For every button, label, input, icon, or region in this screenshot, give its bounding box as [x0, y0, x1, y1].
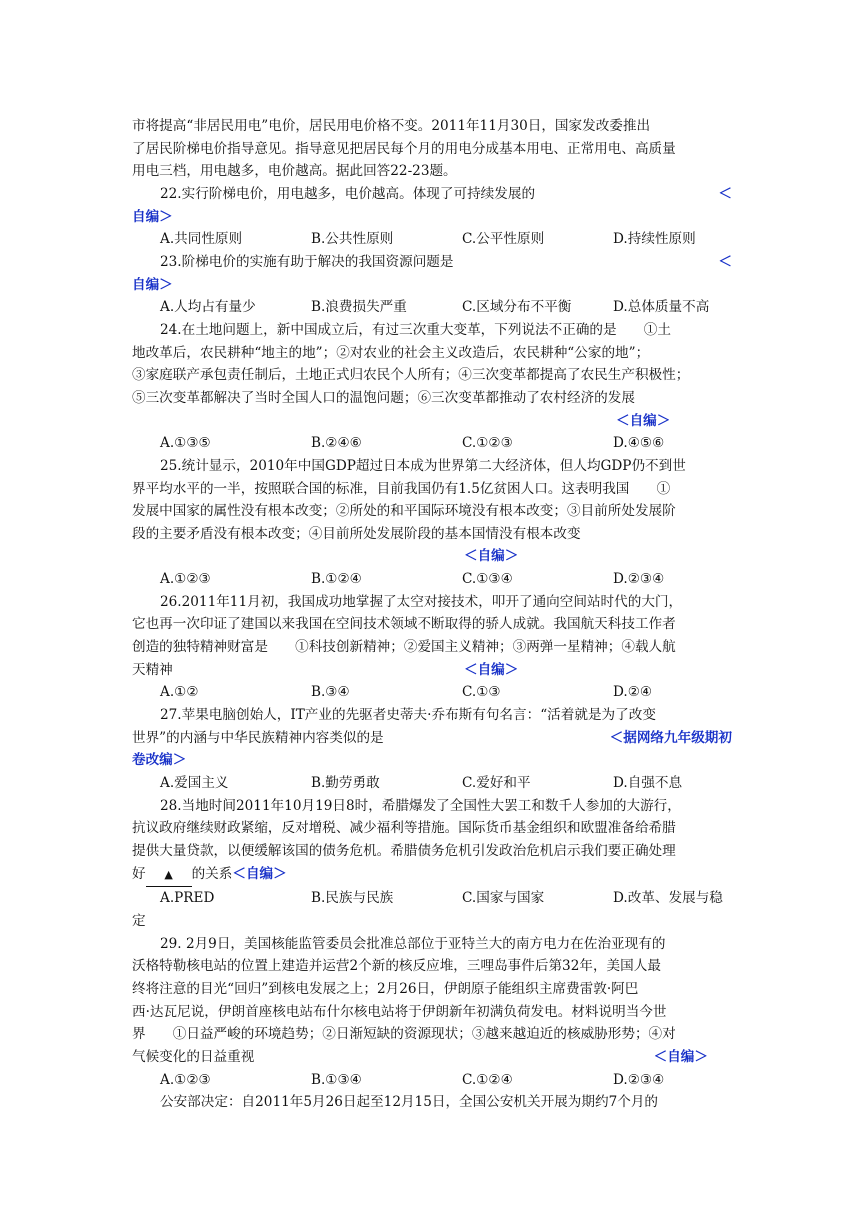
- question-24-line-1: 24.在土地问题上，新中国成立后，有过三次重大变革，下列说法不正确的是 ①土: [160, 321, 671, 338]
- question-25-line-4: 段的主要矛盾没有根本改变；④目前所处发展阶段的基本国情没有根本改变: [132, 525, 581, 542]
- question-29-line-1: 29. 2月9日，美国核能监管委员会批准总部位于亚特兰大的南方电力在佐治亚现有的: [160, 935, 666, 952]
- outro-line: 公安部决定：自2011年5月26日起至12月15日，全国公安机关开展为期约7个月的: [160, 1094, 659, 1111]
- question-25-line-3: 发展中国家的属性没有根本改变；②所处的和平国际环境没有根本改变；③目前所处发展阶: [132, 503, 676, 520]
- question-27-line-1: 27.苹果电脑创始人，IT产业的先驱者史蒂夫·乔布斯有句名言：“活着就是为了改变: [160, 707, 656, 724]
- question-27-options: [132, 772, 732, 795]
- intro-line-1: 市将提高“非居民用电”电价，居民用电价格不变。2011年11月30日，国家发改委推出: [132, 118, 651, 134]
- question-26-options: [132, 681, 732, 704]
- option-d: D.④⑤⑥: [613, 435, 665, 452]
- question-29-line-3: 终将注意的目光“回归”到核电发展之上；2月26日，伊朗原子能组织主席费雷敦·阿巴: [132, 980, 639, 997]
- question-27-line-2: 世界”的内涵与中华民族精神内容类似的是 ＜据网络九年级期初: [132, 727, 732, 750]
- option-c: C.①②④: [462, 1071, 513, 1088]
- question-29-line-2: 沃格特勒核电站的位置上建造并运营2个新的核反应堆，三哩岛事件后第32年，美国人最: [132, 958, 661, 975]
- option-c: C.国家与国家: [462, 890, 545, 907]
- question-29-line-4: 西·达瓦尼说，伊朗首座核电站布什尔核电站将于伊朗新年初满负荷发电。材料说明当今世: [132, 1003, 667, 1020]
- question-28-line-3: 提供大量贷款，以便缓解该国的债务危机。希腊债务危机引发政治危机启示我们要正确处理: [132, 843, 676, 859]
- option-c: C.爱好和平: [462, 775, 531, 792]
- option-c: C.①③: [462, 684, 501, 701]
- question-28-line-2: 抗议政府继续财政紧缩，反对增税、减少福利等措施。国际货币基金组织和欧盟准备给希腊: [132, 820, 676, 837]
- question-24-tag: ＜自编＞: [616, 412, 671, 429]
- option-b: B.②④⑥: [311, 435, 362, 452]
- blank-triangle-mark: ▲: [164, 867, 173, 881]
- option-a: A.PRED: [160, 890, 215, 907]
- option-b: B.③④: [311, 684, 350, 701]
- question-27-tag-a: ＜据网络九年级期初: [609, 729, 732, 746]
- question-23-tag: 自编＞: [132, 276, 173, 293]
- option-d: D.总体质量不高: [613, 299, 710, 316]
- question-22-options: [132, 228, 732, 251]
- question-22-stem: 22.实行阶梯电价，用电越多，电价越高。体现了可持续发展的 ＜: [160, 185, 732, 202]
- question-29-line-5: 界 ①日益严峻的环境趋势；②日渐短缺的资源现状；③越来越迫近的核威胁形势；④对: [132, 1026, 676, 1043]
- question-25-options: [132, 568, 732, 591]
- option-c: C.①②③: [462, 435, 513, 452]
- question-24-options: [132, 432, 732, 455]
- question-28-line-4: 好 ▲ 的关系＜自编＞: [132, 863, 732, 888]
- option-a: A.爱国主义: [160, 775, 229, 792]
- option-b: B.①③④: [311, 1071, 362, 1088]
- question-28-line-1: 28.当地时间2011年10月19日8时，希腊爆发了全国性大罢工和数千人参加的大游行，: [160, 797, 681, 814]
- option-b: B.①②④: [311, 571, 362, 588]
- question-27-tag-b: 卷改编＞: [132, 752, 187, 769]
- option-b: B.浪费损失严重: [311, 299, 407, 316]
- option-a: A.①②: [160, 684, 199, 701]
- question-29-line-6: 气候变化的日益重视 ＜自编＞: [132, 1046, 732, 1069]
- intro-line-3: 用电三档，用电越多，电价越高。据此回答22-23题。: [132, 163, 457, 180]
- option-b: B.民族与民族: [311, 890, 394, 907]
- question-26-line-4: 天精神 ＜自编＞: [132, 659, 732, 682]
- question-23-stem: 23.阶梯电价的实施有助于解决的我国资源问题是 ＜: [160, 253, 732, 270]
- option-d: D.②③④: [613, 1071, 665, 1088]
- option-a: A.①③⑤: [160, 435, 211, 452]
- option-a: A.①②③: [160, 571, 211, 588]
- question-25-line-2: 界平均水平的一半，按照联合国的标准，目前我国仍有1.5亿贫困人口。这表明我国 ①: [132, 480, 671, 497]
- question-26-line-2: 它也再一次印证了建国以来我国在空间技术领域不断取得的骄人成就。我国航天科技工作者: [132, 616, 676, 633]
- question-26-line-3: 创造的独特精神财富是 ①科技创新精神；②爱国主义精神；③两弹一星精神；④载人航: [132, 639, 676, 656]
- question-24-line-2: 地改革后，农民耕种“地主的地”；②对农业的社会主义改造后，农民耕种“公家的地”；: [132, 344, 650, 361]
- option-d: D.②③④: [613, 571, 665, 588]
- question-25-tag: ＜自编＞: [464, 548, 519, 565]
- option-d: D.改革、发展与稳: [613, 890, 723, 907]
- question-29-tag: ＜自编＞: [653, 1048, 708, 1065]
- question-24-line-3: ③家庭联产承包责任制后，土地正式归农民个人所有；④三次变革都提高了农民生产积极性；: [132, 367, 690, 384]
- option-d: D.持续性原则: [613, 231, 696, 248]
- question-28-options: [132, 887, 732, 910]
- option-a: A.人均占有量少: [160, 299, 256, 316]
- option-d: D.自强不息: [613, 775, 683, 792]
- question-25-line-1: 25.统计显示，2010年中国GDP超过日本成为世界第二大经济体，但人均GDP仍不到世: [160, 457, 686, 474]
- question-23-options: [132, 296, 732, 319]
- option-c: C.①③④: [462, 571, 513, 588]
- question-26-tag: ＜自编＞: [464, 661, 519, 678]
- question-29-options: [132, 1069, 732, 1092]
- question-28-option-d-wrap: 定: [132, 912, 146, 929]
- intro-line-2: 了居民阶梯电价指导意见。指导意见把居民每个月的用电分成基本用电、正常用电、高质量: [132, 140, 676, 157]
- option-a: A.①②③: [160, 1071, 211, 1088]
- question-28-tag: ＜自编＞: [232, 865, 287, 882]
- option-a: A.共同性原则: [160, 231, 243, 248]
- option-d: D.②④: [613, 684, 653, 701]
- answer-blank: [146, 863, 192, 888]
- question-24-line-4: ⑤三次变革都解决了当时全国人口的温饱问题；⑥三次变革都推动了农村经济的发展: [132, 389, 635, 406]
- option-b: B.勤劳勇敢: [311, 775, 380, 792]
- option-c: C.公平性原则: [462, 231, 545, 248]
- document-page: [132, 115, 732, 1114]
- question-26-line-1: 26.2011年11月初，我国成功地掌握了太空对接技术，叩开了通向空间站时代的大门，: [160, 593, 683, 610]
- option-b: B.公共性原则: [311, 231, 394, 248]
- question-22-tag: 自编＞: [132, 208, 173, 225]
- option-c: C.区域分布不平衡: [462, 299, 572, 316]
